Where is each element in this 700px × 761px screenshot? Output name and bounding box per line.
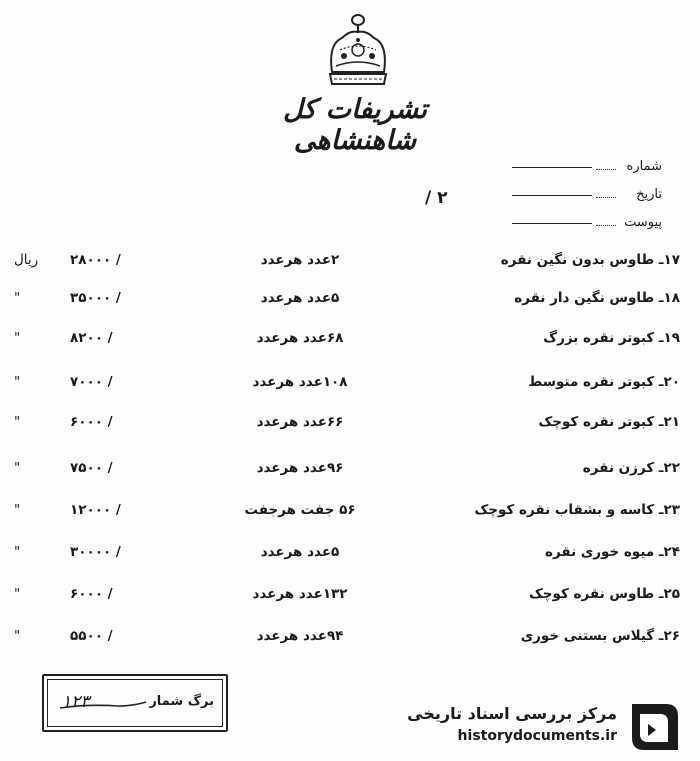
item-quantity: ۵عدد هرعدد [260, 290, 340, 306]
item-unit: " [14, 628, 21, 644]
list-item [0, 460, 700, 490]
attachment-dots [596, 225, 616, 226]
item-description: ۲۵ـ طاوس نقره کوچک [528, 586, 680, 602]
date-line [512, 174, 662, 202]
item-price: / ۶۰۰۰ [70, 414, 113, 430]
number-line [512, 146, 662, 174]
letterhead-title: تشریفات کل شاهنشاهی [282, 94, 428, 156]
crown-emblem-icon [322, 10, 394, 90]
item-description: ۲۳ـ کاسه و بشقاب نقره کوچک [474, 502, 680, 518]
item-price: / ۷۵۰۰ [70, 460, 113, 476]
sheet-count-stamp [42, 674, 228, 732]
item-description: ۲۰ـ کبوتر نقره متوسط [528, 374, 680, 390]
number-dots [596, 169, 616, 170]
list-item [0, 252, 700, 282]
list-item [0, 628, 700, 658]
item-unit: " [14, 586, 21, 602]
item-quantity: ۱۰۸عدد هرعدد [252, 374, 348, 390]
list-item [0, 290, 700, 320]
list-item [0, 374, 700, 404]
item-quantity: ۲عدد هرعدد [260, 252, 340, 268]
number-rule [512, 167, 592, 168]
item-quantity: ۹۴عدد هرعدد [256, 628, 344, 644]
item-unit: " [14, 330, 21, 346]
item-price: / ۶۰۰۰ [70, 586, 113, 602]
item-price: / ۸۲۰۰ [70, 330, 113, 346]
item-unit: " [14, 290, 21, 306]
date-rule [512, 195, 592, 196]
archive-watermark [407, 700, 692, 755]
stamp-label: برگ شمار [149, 694, 214, 709]
attachment-line [512, 202, 662, 230]
item-price: / ۵۵۰۰ [70, 628, 113, 644]
list-item [0, 586, 700, 616]
date-label: تاریخ [636, 187, 662, 202]
item-description: ۲۴ـ میوه خوری نقره [545, 544, 680, 560]
number-label: شماره [626, 159, 662, 174]
item-unit: " [14, 414, 21, 430]
attachment-rule [512, 223, 592, 224]
list-item [0, 414, 700, 444]
page-number: ۲ / [425, 188, 448, 208]
list-item [0, 544, 700, 574]
item-unit: " [14, 374, 21, 390]
item-unit: ریال [14, 252, 39, 268]
item-description: ۱۹ـ کبوتر نقره بزرگ [543, 330, 680, 346]
item-description: ۲۱ـ کبوتر نقره کوچک [538, 414, 680, 430]
item-description: ۲۲ـ کرزن نقره [582, 460, 680, 476]
watermark-title: مرکز بررسی اسناد تاریخی [407, 704, 617, 723]
item-unit: " [14, 502, 21, 518]
item-quantity: ۶۶عدد هرعدد [256, 414, 344, 430]
item-price: / ۲۸۰۰۰ [70, 252, 121, 268]
date-dots [596, 197, 616, 198]
stamp-handwritten-number: ۱۲۳ [62, 692, 90, 712]
item-quantity: ۵۶ جفت هرجفت [244, 502, 356, 518]
archive-logo-icon [626, 700, 684, 754]
item-unit: " [14, 460, 21, 476]
item-quantity: ۹۶عدد هرعدد [256, 460, 344, 476]
attachment-label: پیوست [624, 215, 662, 230]
item-description: ۱۷ـ طاوس بدون نگین نقره [500, 252, 680, 268]
item-price: / ۷۰۰۰ [70, 374, 113, 390]
item-quantity: ۱۳۲عدد هرعدد [252, 586, 348, 602]
list-item [0, 502, 700, 532]
item-description: ۲۶ـ گیلاس بستنی خوری [520, 628, 680, 644]
item-quantity: ۶۸عدد هرعدد [256, 330, 344, 346]
meta-block [512, 146, 662, 230]
item-quantity: ۵عدد هرعدد [260, 544, 340, 560]
item-description: ۱۸ـ طاوس نگین دار نقره [514, 290, 680, 306]
item-price: / ۳۰۰۰۰ [70, 544, 121, 560]
item-unit: " [14, 544, 21, 560]
watermark-url: historydocuments.ir [457, 728, 617, 744]
item-price: / ۳۵۰۰۰ [70, 290, 121, 306]
item-price: / ۱۲۰۰۰ [70, 502, 121, 518]
handwriting-strike-icon [58, 684, 148, 724]
list-item [0, 330, 700, 360]
